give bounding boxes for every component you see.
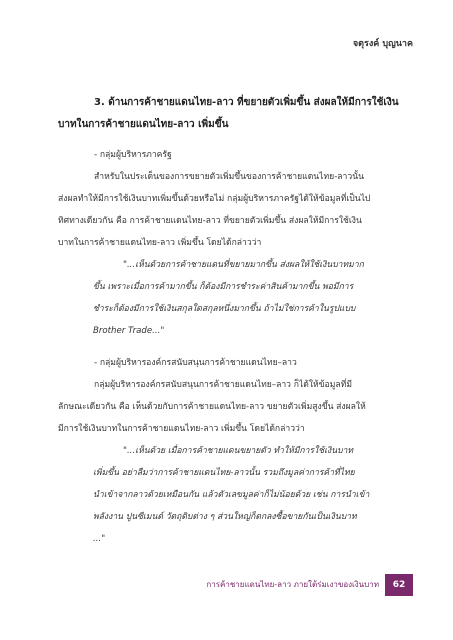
- running-header-author: จตุรงค์ บุญนาค: [352, 39, 413, 49]
- page-number-box: 62: [385, 574, 413, 596]
- group2-quote: [93, 440, 405, 550]
- group2-label: [58, 352, 404, 374]
- section-heading-line-2: บาทในการค้าชายแดนไทย-ลาว เพิ่มขึ้น: [58, 119, 229, 130]
- group1-quote: [93, 254, 405, 342]
- group2-paragraph: [58, 374, 404, 440]
- group1-quote-line-1: "...เห็นด้วยการค้าชายแดนที่ขยายมากขึ้น ส่งผลให้ใช้เงินบาทมาก: [123, 260, 364, 270]
- group2-line-2: ลักษณะเดียวกัน คือ เห็นด้วยกับการค้าชายแดนไทย-ลาว ขยายตัวเพิ่มสูงขึ้น ส่งผลให้: [58, 402, 366, 412]
- group2-line-3: มีการใช้เงินบาทในการค้าชายแดนไทย-ลาว เพิ่มขึ้น โดยได้กล่าวว่า: [58, 424, 305, 434]
- group1-label: [58, 144, 404, 166]
- group1-line-3: ทิศทางเดียวกัน คือ การค้าชายแดนไทย-ลาว ที่ขยายตัวเพิ่มขึ้น ส่งผลให้มีการใช้เงิน: [58, 216, 362, 226]
- group1-line-2: ส่งผลทำให้มีการใช้เงินบาทเพิ่มขึ้นด้วยหรือไม่ กลุ่มผู้บริหารภาครัฐได้ให้ข้อมูลที่เป็นไป: [58, 194, 371, 204]
- group1-quote-line-3: ชำระก็ต้องมีการใช้เงินสกุลใดสกุลหนึ่งมากขึ้น ถ้าไม่ใช่การค้าในรูปแบบ: [93, 304, 356, 314]
- group1-quote-line-2: ขึ้น เพราะเมื่อการค้ามากขึ้น ก็ต้องมีการชำระค่าสินค้ามากขึ้น พอมีการ: [93, 282, 354, 292]
- footer-book-title: การค้าชายแดนไทย-ลาว ภายใต้ร่มเงาของเงินบาท: [206, 580, 379, 589]
- group1-paragraph: [58, 166, 404, 254]
- group2-label-text: - กลุ่มผู้บริหารองค์กรสนับสนุนการค้าชายแดนไทย–ลาว: [94, 358, 297, 368]
- group2-quote-line-2: เพิ่มขึ้น อย่าลืมว่าการค้าชายแดนไทย-ลาวนั้น รวมถึงมูลค่าการค้าที่ไทย: [93, 468, 355, 478]
- group2-quote-line-1: "...เห็นด้วย เมื่อการค้าชายแดนขยายตัว ทำให้มีการใช้เงินบาท: [123, 446, 354, 456]
- group2-quote-line-4: พลังงาน ปูนซีเมนต์ วัตถุดิบต่าง ๆ ส่วนใหญ่ก็ตกลงซื้อขายกันเป็นเงินบาท: [93, 512, 357, 522]
- section-heading-line-1: 3. ด้านการค้าชายแดนไทย-ลาว ที่ขยายตัวเพิ่มขึ้น ส่งผลให้มีการใช้เงิน: [94, 97, 399, 108]
- section-heading: [58, 92, 408, 136]
- group1-line-1: สำหรับในประเด็นของการขยายตัวเพิ่มขึ้นของการค้าชายแดนไทย-ลาวนั้น: [94, 172, 364, 182]
- group2-quote-line-5: ...": [93, 534, 106, 544]
- group2-line-1: กลุ่มผู้บริหารองค์กรสนับสนุนการค้าชายแดนไทย–ลาว ก็ได้ให้ข้อมูลที่มี: [94, 380, 352, 390]
- group1-quote-line-4: Brother Trade...": [93, 326, 165, 336]
- group2-quote-line-3: นำเข้าจากลาวด้วยเหมือนกัน แล้วตัวเลขมูลค่าก็ไม่น้อยด้วย เช่น การนำเข้า: [93, 490, 370, 500]
- group1-label-text: - กลุ่มผู้บริหารภาครัฐ: [94, 150, 172, 160]
- group1-line-4: บาทในการค้าชายแดนไทย-ลาว เพิ่มขึ้น โดยได้กล่าวว่า: [58, 238, 262, 248]
- page-footer: [0, 574, 453, 596]
